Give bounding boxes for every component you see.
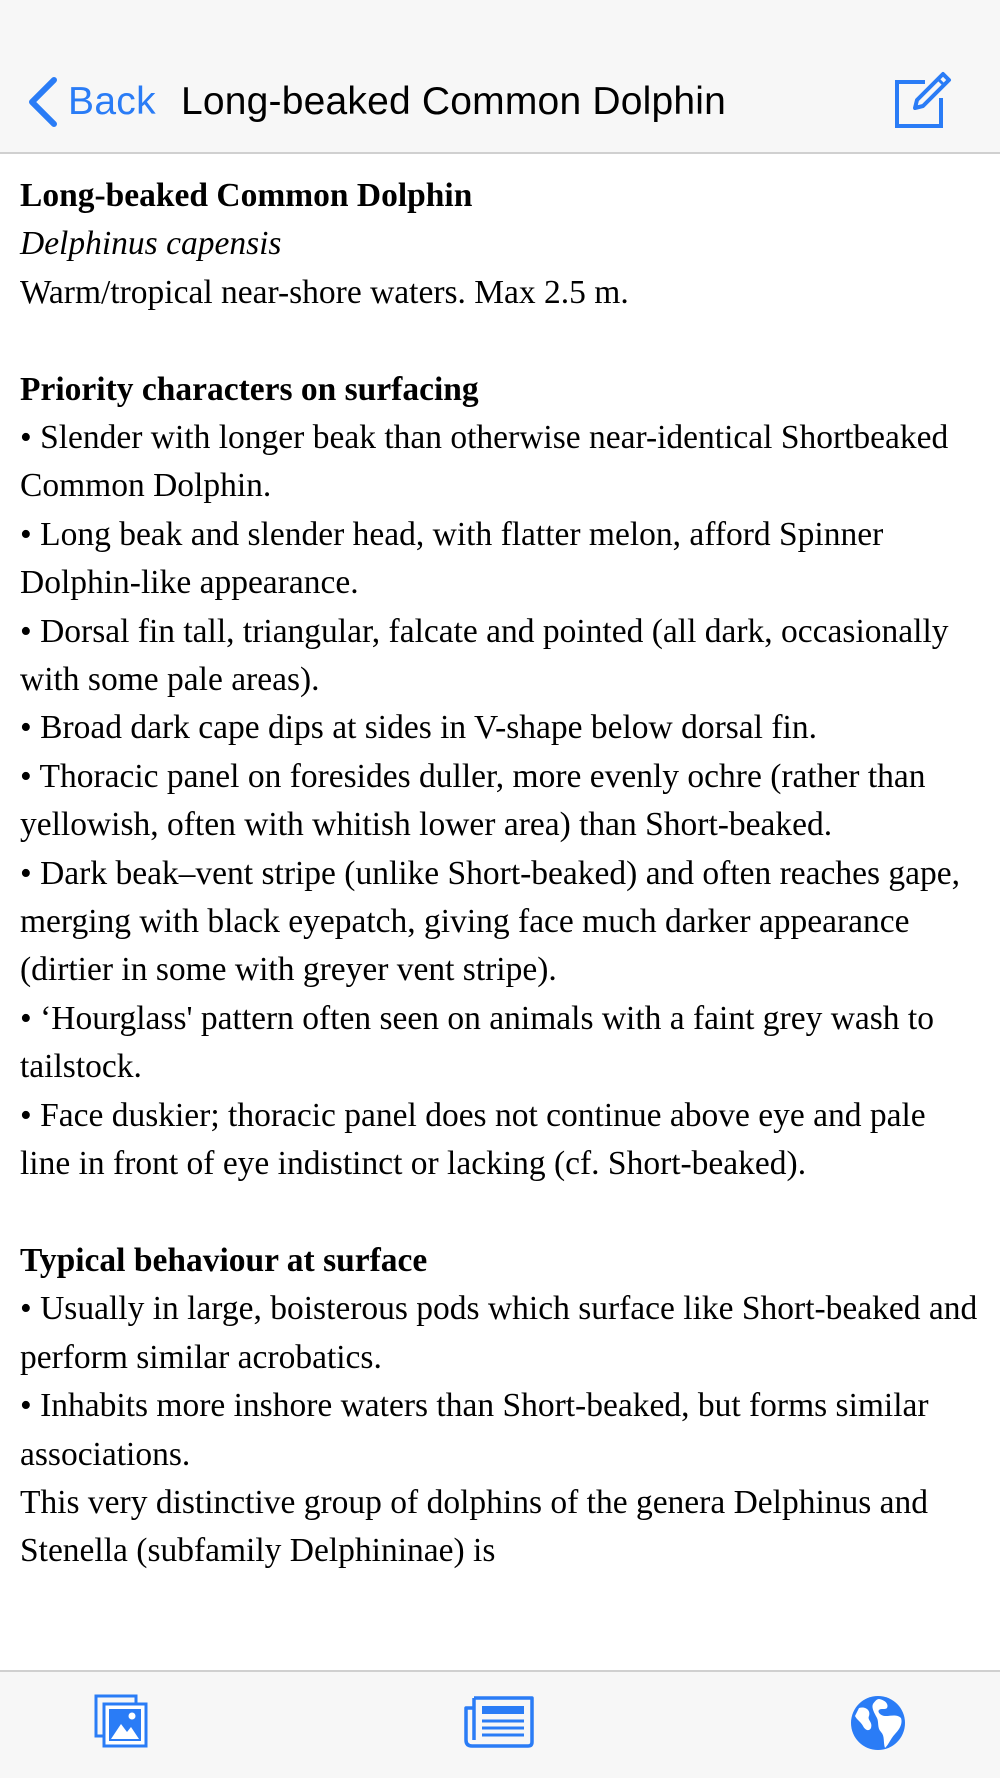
species-summary: Warm/tropical near-shore waters. Max 2.5 m. <box>20 273 629 311</box>
behaviour-item: • Inhabits more inshore waters than Short-beaked, but forms similar associations. <box>20 1387 929 1473</box>
priority-item: • Long beak and slender head, with flatter melon, afford Spinner Dolphin-like appearance. <box>20 515 884 602</box>
chevron-left-icon <box>26 76 58 128</box>
back-label: Back <box>68 80 156 123</box>
paragraph-spacer <box>20 317 980 365</box>
globe-icon <box>849 1694 907 1752</box>
priority-item: • Dorsal fin tall, triangular, falcate and pointed (all dark, occasionally with some pale areas). <box>20 612 949 699</box>
navigation-bar <box>0 0 1000 154</box>
page-title: Long-beaked Common Dolphin <box>181 80 727 123</box>
photo-gallery-icon <box>94 1694 150 1750</box>
text-list-icon <box>464 1694 536 1750</box>
species-account <box>20 172 980 1576</box>
edit-note-button[interactable] <box>893 68 953 130</box>
behaviour-item: • Usually in large, boisterous pods which surface like Short-beaked and perform similar acrobatics. <box>20 1290 978 1376</box>
tab-photos[interactable] <box>94 1694 150 1750</box>
species-latin-name: Delphinus capensis <box>20 225 282 263</box>
priority-item: • Face duskier; thoracic panel does not continue above eye and pale line in front of eye indistinct or lacking (cf. Short-beaked). <box>20 1096 926 1183</box>
priority-item: • Dark beak–vent stripe (unlike Short-beaked) and often reaches gape, merging with black eyepatch, giving face much darker appearance (dirtier in some with greyer vent stripe). <box>20 854 961 989</box>
paragraph-spacer <box>20 1189 980 1237</box>
species-name: Long-beaked Common Dolphin <box>20 177 473 214</box>
back-button[interactable] <box>26 72 156 132</box>
compose-icon <box>893 68 953 130</box>
priority-heading: Priority characters on surfacing <box>20 370 479 408</box>
priority-item: • ‘Hourglass' pattern often seen on animals with a faint grey wash to tailstock. <box>20 999 934 1086</box>
priority-item: • Thoracic panel on foresides duller, more evenly ochre (rather than yellowish, often with whitish lower area) than Short-beaked. <box>20 757 926 844</box>
priority-item: • Broad dark cape dips at sides in V-shape below dorsal fin. <box>20 709 817 747</box>
tab-distribution-map[interactable] <box>849 1694 907 1752</box>
priority-item: • Slender with longer beak than otherwise near-identical Shortbeaked Common Dolphin. <box>20 419 949 505</box>
tab-text[interactable] <box>464 1694 536 1750</box>
behaviour-continuation: This very distinctive group of dolphins of the genera Delphinus and Stenella (subfamily Delphininae) is <box>20 1483 929 1570</box>
behaviour-heading: Typical behaviour at surface <box>20 1241 428 1279</box>
bottom-toolbar <box>0 1670 1000 1778</box>
